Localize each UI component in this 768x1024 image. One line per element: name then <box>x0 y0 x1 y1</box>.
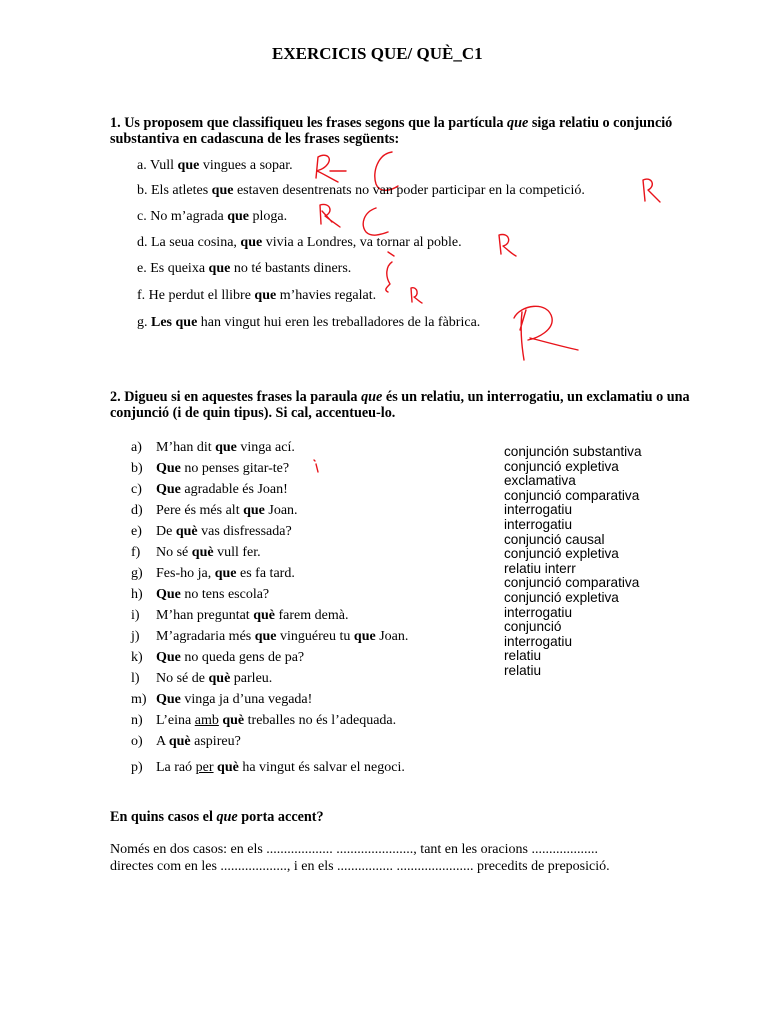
item-keyword: Que <box>156 482 181 497</box>
exercise-2-item <box>156 587 269 603</box>
item-marker: a. <box>137 158 147 173</box>
exercise-2-item <box>156 650 304 666</box>
item-text: No sé <box>156 545 189 560</box>
item-text: aspireu? <box>194 734 241 749</box>
answer-line: conjunción substantiva <box>504 444 642 459</box>
exercise-2-item <box>156 440 295 456</box>
item-keyword: Que <box>156 692 181 707</box>
answer-line: relatiu <box>504 663 542 678</box>
answer-line: relatiu interr <box>504 560 576 576</box>
exercise-2-item-marker: l) <box>131 671 140 686</box>
exercise-2-item-marker: o) <box>131 734 143 749</box>
item-keyword: Que <box>156 650 181 665</box>
item-keyword: que <box>254 629 277 644</box>
item-keyword: que <box>215 440 237 455</box>
item-text: treballes no és l’adequada. <box>247 713 397 728</box>
item-text: No m’agrada <box>150 209 224 224</box>
exercise-2-item-marker: b) <box>131 461 143 476</box>
item-text: La seua cosina, <box>151 235 237 250</box>
handwritten-r-g <box>514 306 578 360</box>
item-keyword: què <box>222 713 245 728</box>
exercise-1-item <box>137 235 462 251</box>
page-title: EXERCICIS QUE/ QUÈ_C1 <box>272 44 483 63</box>
item-text: He perdut el llibre <box>148 288 251 303</box>
item-text: M’han preguntat <box>156 608 250 623</box>
item-marker: e. <box>137 261 147 276</box>
item-text: Els atletes <box>151 183 209 198</box>
exercise-2-item-marker: g) <box>131 566 143 581</box>
item-text: Pere és més alt <box>156 503 240 518</box>
answer-line: interrogatiu <box>504 604 573 620</box>
handwritten-c-c <box>363 208 388 235</box>
exercise-2-item <box>156 713 396 729</box>
item-keyword: que <box>227 209 249 224</box>
item-text: no queda gens de pa? <box>184 650 305 665</box>
item-text: es fa tard. <box>240 566 295 581</box>
answer-line: conjunció <box>504 619 562 635</box>
item-text: m’havies regalat. <box>279 288 377 303</box>
item-text: farem demà. <box>278 608 349 623</box>
answer-line: interrogatiu <box>504 633 573 649</box>
exercise-3-line-1: Només en dos casos: en els ................... ......................, tant en les oracions ................... <box>110 842 598 857</box>
exercise-2-item <box>156 629 408 645</box>
exercise-1-item <box>137 209 287 225</box>
item-marker: b. <box>137 183 148 198</box>
item-marker: g. <box>137 315 148 330</box>
item-marker: f. <box>137 288 146 303</box>
item-keyword: que <box>243 503 265 518</box>
item-text: A <box>156 734 166 749</box>
exercise-2-item <box>156 734 241 750</box>
item-text: vull fer. <box>217 545 261 560</box>
item-keyword: que <box>177 158 200 173</box>
exercise-2-item-marker: a) <box>131 440 142 455</box>
item-keyword: que <box>353 629 376 644</box>
item-keyword: que <box>254 288 277 303</box>
item-text: vas disfressada? <box>201 524 292 539</box>
item-text: Joan. <box>379 629 409 644</box>
answer-line: interrogatiu <box>504 517 573 532</box>
item-keyword: què <box>175 524 198 539</box>
exercise-2-item <box>156 760 405 776</box>
handwritten-r-d <box>499 235 516 256</box>
exercise-2-item-marker: h) <box>131 587 143 602</box>
item-keyword: què <box>168 734 191 749</box>
exercise-2-instruction: 2. Digueu si en aquestes frases la paraula que és un relatiu, un interrogatiu, un exclamatiu o una conjunció (i de quin tipus). Si cal, accentueu-lo. <box>110 389 690 421</box>
answer-line: relatiu <box>504 648 542 664</box>
exercise-2-item-marker: k) <box>131 650 143 665</box>
item-text: vingues a sopar. <box>202 158 293 173</box>
handwritten-i-b <box>314 460 318 472</box>
item-keyword: Les que <box>151 315 198 330</box>
item-keyword: què <box>253 608 275 623</box>
exercise-3-heading: En quins casos el que porta accent? <box>110 809 324 825</box>
exercise-2-item-marker: n) <box>131 713 143 728</box>
exercise-1-instruction: 1. Us proposem que classifiqueu les frases segons que la partícula que siga relatiu o conjunció substantiva en cadascuna de les frases següents: <box>110 115 673 147</box>
exercise-2-item-marker: c) <box>131 482 142 497</box>
item-text: Fes-ho ja, <box>156 566 212 581</box>
item-text: Es queixa <box>150 261 206 276</box>
answer-line: conjunció expletiva <box>504 546 619 562</box>
item-text: La raó <box>156 760 193 775</box>
item-preposition: amb <box>194 713 219 728</box>
item-text: De <box>156 524 173 539</box>
exercise-2-item <box>156 545 261 561</box>
handwritten-r-f <box>411 288 422 303</box>
item-keyword: que <box>208 261 231 276</box>
item-keyword: que <box>211 183 234 198</box>
exercise-1-item <box>137 315 480 331</box>
handwritten-r-a <box>316 155 346 182</box>
exercise-1-item <box>137 158 293 174</box>
exercise-2-item <box>156 671 272 687</box>
exercise-3-line-2: directes com en les ..................., i en els ................ ...................... precedits de preposició. <box>110 859 610 874</box>
item-marker: d. <box>137 235 148 250</box>
handwritten-c-e <box>386 252 394 292</box>
exercise-2-item <box>156 692 312 708</box>
item-keyword: Que <box>156 461 181 476</box>
item-text: vinguéreu tu <box>280 629 351 644</box>
item-text: M’agradaria més <box>156 629 252 644</box>
item-text: no penses gitar-te? <box>184 461 290 476</box>
answer-line: interrogatiu <box>504 502 573 518</box>
item-preposition: per <box>195 760 214 775</box>
exercise-2-item <box>156 482 288 498</box>
item-text: vinga ací. <box>240 440 295 455</box>
item-text: estaven desentrenats no van poder participar en la competició. <box>236 183 585 198</box>
item-text: no tens escola? <box>184 587 270 602</box>
exercise-2-item <box>156 461 289 477</box>
exercise-1-item <box>137 261 351 277</box>
item-keyword: Que <box>156 587 181 602</box>
exercise-2-item <box>156 608 348 624</box>
handwritten-r-b <box>643 179 660 202</box>
item-keyword: què <box>191 545 214 560</box>
exercise-2-item <box>156 524 292 540</box>
exercise-2-item-marker: j) <box>131 629 140 644</box>
item-keyword: que <box>214 566 237 581</box>
answer-line: conjunció expletiva <box>504 590 619 605</box>
item-keyword: què <box>208 671 231 686</box>
item-text: No sé de <box>156 671 205 686</box>
item-text: vivia a Londres, va tornar al poble. <box>265 235 462 250</box>
exercise-2-item-marker: d) <box>131 503 143 518</box>
answer-line: conjunció comparativa <box>504 575 640 591</box>
exercise-2-item-marker: m) <box>131 692 147 707</box>
item-text: Joan. <box>268 503 298 518</box>
item-text: M’han dit <box>156 440 212 455</box>
item-keyword: què <box>217 760 239 775</box>
item-text: parleu. <box>233 671 273 686</box>
item-keyword: que <box>240 235 263 250</box>
exercise-2-item-marker: i) <box>131 608 140 623</box>
exercise-1-item <box>137 183 585 199</box>
exercise-1-item <box>137 288 376 304</box>
answer-line: conjunció causal <box>504 531 605 547</box>
item-text: Vull <box>149 158 175 173</box>
handwritten-r-c <box>320 204 340 227</box>
exercise-2-item <box>156 503 298 519</box>
item-text: han vingut hui eren les treballadores de la fàbrica. <box>200 315 481 330</box>
answer-line: exclamativa <box>504 473 576 489</box>
exercise-2-item-marker: e) <box>131 524 142 539</box>
item-text: ploga. <box>252 209 288 224</box>
item-text: ha vingut és salvar el negoci. <box>242 760 405 775</box>
exercise-2-item-marker: p) <box>131 760 143 775</box>
answer-line: conjunció expletiva <box>504 458 619 474</box>
item-text: L’eina <box>156 713 192 728</box>
item-text: agradable és Joan! <box>184 482 288 497</box>
exercise-2-item <box>156 566 295 582</box>
item-marker: c. <box>137 209 147 224</box>
exercise-2-item-marker: f) <box>131 545 141 560</box>
item-text: no té bastants diners. <box>233 261 352 276</box>
answer-line: conjunció comparativa <box>504 487 640 503</box>
item-text: vinga ja d’una vegada! <box>184 692 313 707</box>
